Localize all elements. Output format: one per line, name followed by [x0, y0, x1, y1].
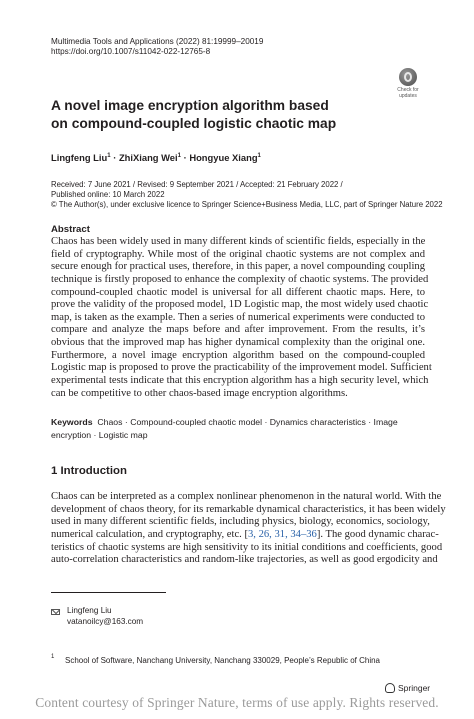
keywords-list: Chaos · Compound-coupled chaotic model · Dynamics characteristics · Image — [97, 417, 398, 427]
check-for-updates-badge[interactable] — [391, 68, 425, 100]
abstract-line: obvious that the improved map has higher dynamical complexity than the original one. — [51, 337, 425, 349]
intro-line: used in many different scientific fields, including physics, biology, economics, sociology, — [51, 516, 430, 528]
abstract-line: compound-coupled chaotic model is universal for all different chaotic maps. Here, to — [51, 286, 425, 298]
footnote-divider — [51, 592, 166, 593]
abstract-line: map, is taken as the example. Then a series of numerical experiments were conducted to — [51, 311, 425, 323]
abstract-line: Furthermore, a novel image encryption algorithm based on the compound-coupled — [51, 349, 425, 361]
abstract-line: experimental tests indicate that this encryption algorithm has a high security level, which — [51, 375, 429, 387]
badge-label-line2: updates — [399, 93, 417, 99]
intro-line: auto-correlation characteristics and random-like trajectories, as well as good ergodicity and — [51, 554, 438, 566]
abstract-line: Logistic map is proposed to prove the practicability of the improvement model. Sufficient — [51, 362, 432, 374]
badge-label-line1: Check for — [397, 87, 419, 93]
keywords-list: encryption · Logistic map — [51, 429, 148, 440]
copyright-notice: © The Author(s), under exclusive licence to Springer Science+Business Media, LLC, part of Springer Nature 2022 — [51, 200, 443, 209]
abstract-line: field of cryptography. While most of the original chaotic systems are not complex and — [51, 248, 425, 260]
corresponding-author-name: Lingfeng Liu — [67, 606, 112, 615]
author-affiliation-ref: 1 — [257, 153, 261, 159]
publisher-name: Springer — [398, 683, 431, 693]
journal-citation: Multimedia Tools and Applications (2022) 81:19999–20019 — [51, 37, 264, 46]
abstract-line: can be competitive to other chaos-based image encryption algorithms. — [51, 387, 348, 399]
title-line: on compound-coupled logistic chaotic map — [51, 115, 337, 131]
affiliation-text: School of Software, Nanchang University, Nanchang 330029, People’s Republic of China — [65, 656, 381, 665]
abstract-line: prove the validity of the proposed model, 1D Logistic map, the most widely used chaotic — [51, 299, 429, 311]
abstract-line: Chaos has been widely used in many different kinds of scientific fields, especially in the — [51, 236, 426, 247]
intro-line: development of chaos theory, for its remarkable dynamical characteristics, it has been widely — [51, 503, 446, 515]
intro-line: Chaos can be interpreted as a complex nonlinear phenomenon in the natural world. With the — [51, 491, 442, 502]
envelope-icon — [51, 609, 60, 615]
section-heading: 1 Introduction — [51, 465, 127, 477]
abstract-body — [51, 236, 432, 400]
intro-line: numerical calculation, and cryptography, etc. [3, 26, 31, 34–36]. The good dynamic charac- — [51, 528, 439, 540]
publisher-logo — [385, 683, 430, 693]
affiliation-number: 1 — [51, 654, 55, 660]
intro-line: teristics of chaotic systems are high sensitivity to its initial conditions and coefficients, good — [51, 541, 443, 553]
author-affiliation-ref: 1 — [177, 153, 181, 159]
doi-link[interactable]: https://doi.org/10.1007/s11042-022-12765-8 — [51, 47, 211, 56]
keywords-block — [51, 416, 425, 441]
author-name[interactable]: ZhiXiang Wei — [118, 152, 178, 163]
introduction-body — [51, 491, 446, 567]
citation-links[interactable]: 3, 26, 31, 34–36 — [247, 528, 317, 540]
abstract-line: technique is firstly proposed to enhance the complexity of chaotic systems. The provided — [51, 273, 429, 285]
check-updates-icon — [399, 68, 417, 86]
author-separator: · — [183, 152, 187, 163]
author-name[interactable]: Hongyue Xiang — [189, 152, 258, 163]
keywords-label: Keywords — [51, 417, 93, 427]
author-list — [51, 150, 261, 164]
abstract-heading: Abstract — [51, 224, 90, 235]
author-name[interactable]: Lingfeng Liu — [51, 152, 108, 163]
author-affiliation-ref: 1 — [107, 153, 111, 159]
corresponding-author-email[interactable]: vatanoilcy@163.com — [67, 617, 144, 626]
author-separator: · — [113, 152, 117, 163]
article-title — [51, 97, 351, 132]
published-date: Published online: 10 March 2022 — [51, 190, 165, 199]
title-line: A novel image encryption algorithm based — [51, 98, 329, 113]
springer-horse-icon — [385, 683, 395, 693]
history-dates: Received: 7 June 2021 / Revised: 9 September 2021 / Accepted: 21 February 2022 / — [51, 180, 343, 189]
courtesy-watermark: Content courtesy of Springer Nature, terms of use apply. Rights reserved. — [35, 695, 439, 710]
abstract-line: compare and analyze the maps before and after improvement. From the results, it’s — [51, 324, 425, 336]
abstract-line: secure enough for practical uses, therefore, in this paper, a novel compounding coupling — [51, 261, 425, 273]
